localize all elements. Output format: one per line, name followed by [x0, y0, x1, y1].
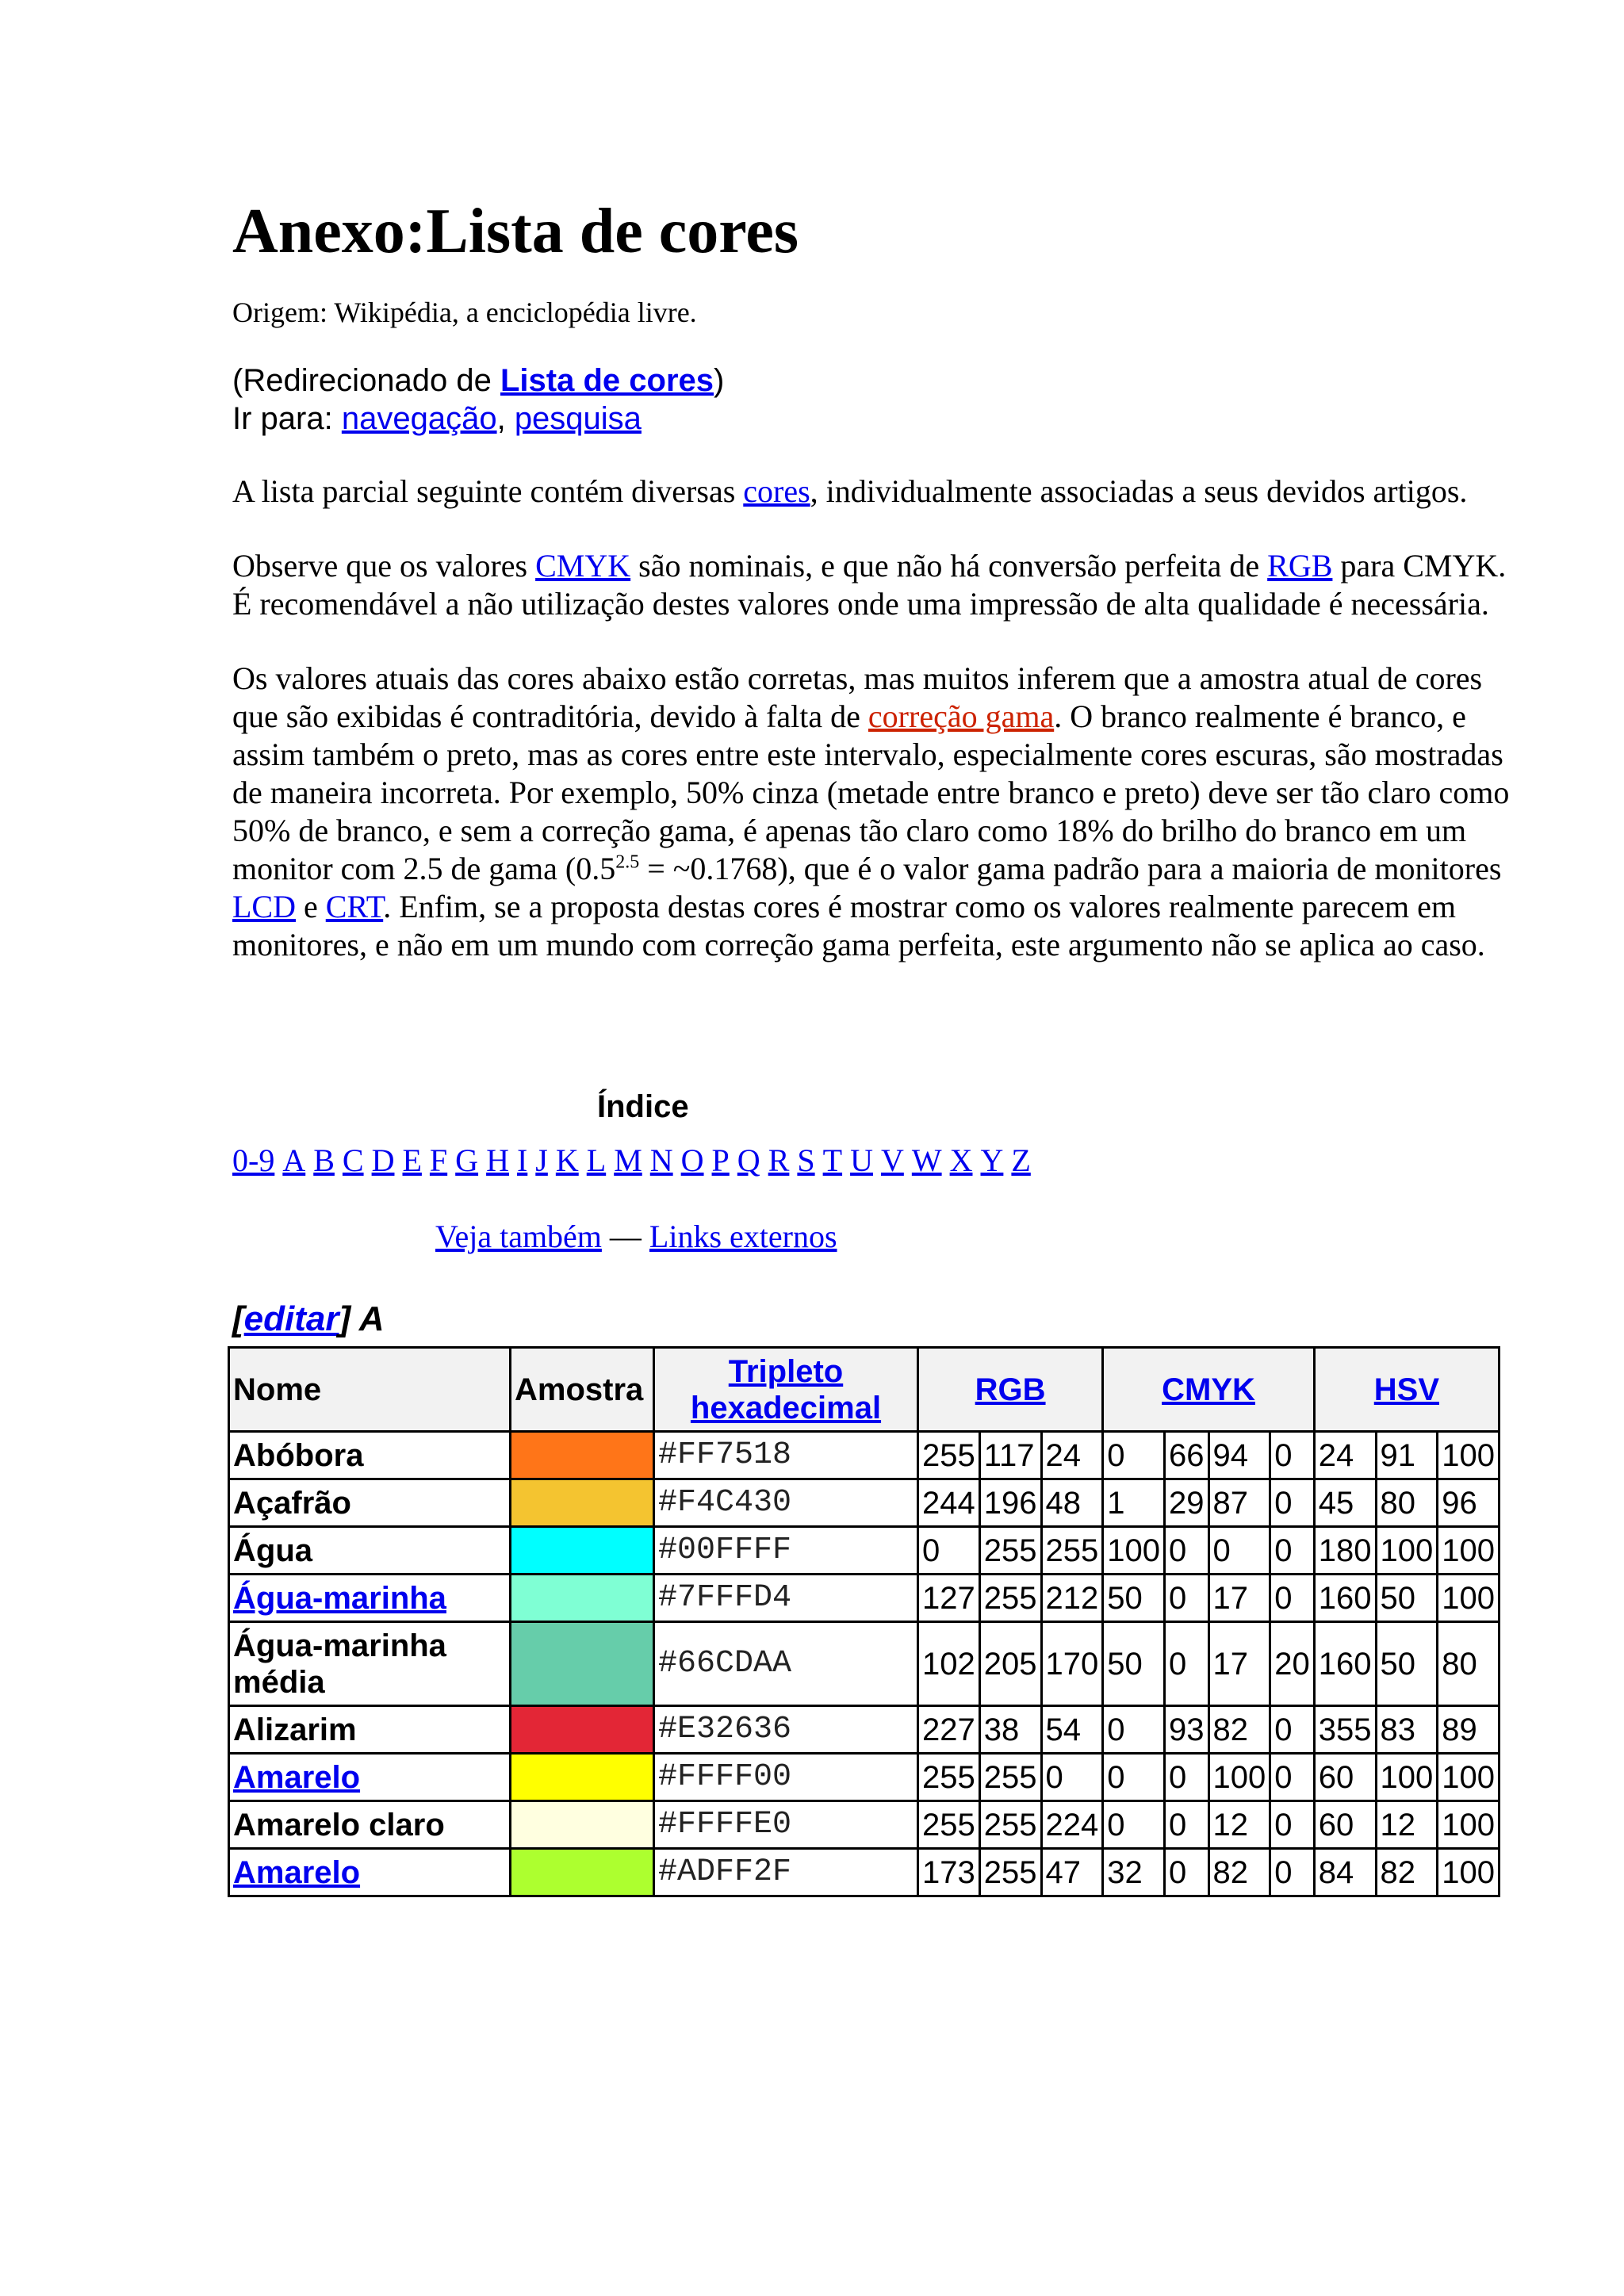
cmyk-value-cell: 93 [1165, 1706, 1209, 1754]
rgb-value-cell: 255 [918, 1754, 980, 1801]
rgb-value-cell: 255 [979, 1575, 1041, 1622]
rgb-value-cell: 170 [1041, 1622, 1103, 1706]
rgb-value-cell: 255 [918, 1432, 980, 1479]
redirect-suffix: ) [714, 363, 725, 398]
hsv-value-cell: 100 [1438, 1527, 1500, 1575]
cmyk-value-cell: 0 [1208, 1527, 1270, 1575]
rgb-value-cell: 47 [1041, 1849, 1103, 1896]
color-name-cell [229, 1754, 511, 1801]
color-swatch-cell [511, 1575, 654, 1622]
external-links-link[interactable]: Links externos [649, 1219, 837, 1254]
cmyk-value-cell: 0 [1165, 1527, 1209, 1575]
cmyk-value-cell: 87 [1208, 1479, 1270, 1527]
cmyk-value-cell: 0 [1270, 1849, 1315, 1896]
rgb-value-cell: 173 [918, 1849, 980, 1896]
hsv-value-cell: 50 [1376, 1622, 1438, 1706]
cmyk-value-cell: 100 [1103, 1527, 1165, 1575]
toc-letter-a[interactable]: A [282, 1142, 306, 1178]
jump-prefix: Ir para: [232, 401, 342, 436]
hsv-value-cell: 83 [1376, 1706, 1438, 1754]
cmyk-value-cell: 0 [1165, 1622, 1209, 1706]
section-letter: A [350, 1299, 385, 1338]
hsv-value-cell: 60 [1314, 1801, 1376, 1849]
toc-letter-e[interactable]: E [402, 1142, 422, 1178]
color-name-cell [229, 1849, 511, 1896]
color-name-cell: Alizarim [229, 1706, 511, 1754]
toc-letter-0-9[interactable]: 0-9 [232, 1142, 275, 1178]
hsv-value-cell: 160 [1314, 1622, 1376, 1706]
hsv-value-cell: 100 [1438, 1849, 1500, 1896]
cmyk-value-cell: 50 [1103, 1622, 1165, 1706]
hsv-value-cell: 160 [1314, 1575, 1376, 1622]
toc-letter-n[interactable]: N [649, 1142, 673, 1178]
article [232, 190, 1533, 1897]
table-row [229, 1432, 1500, 1479]
cmyk-value-cell: 0 [1270, 1801, 1315, 1849]
hsv-value-cell: 50 [1376, 1575, 1438, 1622]
color-swatch-cell [511, 1527, 654, 1575]
toc-letter-h[interactable]: H [486, 1142, 509, 1178]
header-hex [654, 1348, 918, 1432]
cmyk-value-cell: 82 [1208, 1706, 1270, 1754]
cmyk-value-cell: 50 [1103, 1575, 1165, 1622]
rgb-value-cell: 227 [918, 1706, 980, 1754]
jump-navigation-link[interactable]: navegação [341, 401, 497, 436]
hsv-header-link[interactable]: HSV [1373, 1372, 1439, 1407]
color-name-link[interactable]: Amarelo [233, 1759, 361, 1795]
cmyk-value-cell: 66 [1165, 1432, 1209, 1479]
cmyk-value-cell: 0 [1165, 1575, 1209, 1622]
hsv-value-cell: 45 [1314, 1479, 1376, 1527]
toc-letter-p[interactable]: P [711, 1142, 730, 1178]
cmyk-value-cell: 0 [1103, 1432, 1165, 1479]
hsv-value-cell: 96 [1438, 1479, 1500, 1527]
toc-letter-m[interactable]: M [614, 1142, 642, 1178]
hsv-value-cell: 100 [1376, 1754, 1438, 1801]
header-sample: Amostra [511, 1348, 654, 1432]
hex-cell: #ADFF2F [654, 1849, 918, 1896]
text: . O branco realmente é branco, e assim também o preto, mas as cores entre este intervalo, especialmente cores escuras, são mostradas de maneira incorreta. Por exemplo, 50% cinza (metade entre branco e preto) deve ser tão claro como 50% de branco, e sem a correção gama, é apenas tão claro como 18% do brilho do branco em um monitor com 2.5 de gama (0.5 [232, 698, 1510, 886]
hsv-value-cell: 89 [1438, 1706, 1500, 1754]
hsv-value-cell: 100 [1438, 1575, 1500, 1622]
rgb-value-cell: 38 [979, 1706, 1041, 1754]
rgb-value-cell: 255 [979, 1849, 1041, 1896]
toc-letter-r[interactable]: R [768, 1142, 790, 1178]
text: Observe que os valores [232, 548, 536, 584]
hex-cell: #E32636 [654, 1706, 918, 1754]
toc-letter-y[interactable]: Y [980, 1142, 1004, 1178]
hex-cell: #66CDAA [654, 1622, 918, 1706]
hsv-value-cell: 82 [1376, 1849, 1438, 1896]
hsv-value-cell: 100 [1438, 1754, 1500, 1801]
cmyk-paragraph [232, 547, 1533, 623]
color-swatch-cell [511, 1754, 654, 1801]
redirect-note [232, 362, 1533, 438]
gamma-correction-link[interactable]: correção gama [868, 698, 1055, 734]
rgb-value-cell: 127 [918, 1575, 980, 1622]
cores-link[interactable]: cores [743, 473, 810, 509]
color-name-cell: Açafrão [229, 1479, 511, 1527]
text: e [296, 889, 326, 924]
cmyk-value-cell: 0 [1165, 1754, 1209, 1801]
cmyk-value-cell: 0 [1270, 1479, 1315, 1527]
color-table-body [229, 1432, 1500, 1896]
color-name-cell: Água [229, 1527, 511, 1575]
toc-letter-q[interactable]: Q [737, 1142, 760, 1178]
table-row [229, 1575, 1500, 1622]
cmyk-value-cell: 29 [1165, 1479, 1209, 1527]
cmyk-value-cell: 0 [1103, 1754, 1165, 1801]
rgb-value-cell: 255 [979, 1801, 1041, 1849]
exponent: 2.5 [615, 851, 640, 873]
text: , individualmente associadas a seus devidos artigos. [810, 473, 1468, 509]
hsv-value-cell: 80 [1376, 1479, 1438, 1527]
hsv-value-cell: 24 [1314, 1432, 1376, 1479]
section-heading-a [232, 1297, 1533, 1341]
text: . Enfim, se a proposta destas cores é mostrar como os valores realmente parecem em monitores, e não em um mundo com correção gama perfeita, este argumento não se aplica ao caso. [232, 889, 1485, 962]
rgb-value-cell: 205 [979, 1622, 1041, 1706]
rgb-value-cell: 54 [1041, 1706, 1103, 1754]
table-row [229, 1479, 1500, 1527]
header-hsv [1314, 1348, 1499, 1432]
color-name-cell [229, 1575, 511, 1622]
color-name-cell: Água-marinha média [229, 1622, 511, 1706]
rgb-value-cell: 196 [979, 1479, 1041, 1527]
hex-cell: #F4C430 [654, 1479, 918, 1527]
toc-letter-i[interactable]: I [516, 1142, 528, 1178]
rgb-value-cell: 255 [979, 1527, 1041, 1575]
hex-cell: #FFFF00 [654, 1754, 918, 1801]
cmyk-value-cell: 0 [1270, 1754, 1315, 1801]
hsv-value-cell: 12 [1376, 1801, 1438, 1849]
rgb-value-cell: 102 [918, 1622, 980, 1706]
color-swatch-cell [511, 1801, 654, 1849]
color-name-cell: Amarelo claro [229, 1801, 511, 1849]
table-row [229, 1754, 1500, 1801]
intro-paragraph [232, 473, 1533, 511]
toc-letter-o[interactable]: O [680, 1142, 704, 1178]
hsv-value-cell: 91 [1376, 1432, 1438, 1479]
table-row [229, 1622, 1500, 1706]
redirect-link[interactable]: Lista de cores [500, 363, 714, 398]
hsv-value-cell: 100 [1438, 1801, 1500, 1849]
toc-extra-links [435, 1218, 1533, 1256]
toc-letter-k[interactable]: K [555, 1142, 579, 1178]
header-rgb [918, 1348, 1103, 1432]
rgb-value-cell: 255 [1041, 1527, 1103, 1575]
rgb-value-cell: 255 [979, 1754, 1041, 1801]
rgb-value-cell: 0 [1041, 1754, 1103, 1801]
edit-section-link[interactable]: editar [243, 1299, 339, 1338]
cmyk-value-cell: 100 [1208, 1754, 1270, 1801]
header-cmyk [1103, 1348, 1315, 1432]
rgb-value-cell: 244 [918, 1479, 980, 1527]
cmyk-value-cell: 82 [1208, 1849, 1270, 1896]
rgb-value-cell: 224 [1041, 1801, 1103, 1849]
color-swatch-cell [511, 1849, 654, 1896]
hsv-value-cell: 80 [1438, 1622, 1500, 1706]
hex-header-link[interactable]: Tripleto hexadecimal [690, 1353, 882, 1425]
jump-search-link[interactable]: pesquisa [514, 401, 642, 436]
cmyk-value-cell: 1 [1103, 1479, 1165, 1527]
cmyk-value-cell: 0 [1165, 1801, 1209, 1849]
toc-letter-l[interactable]: L [586, 1142, 607, 1178]
toc-letter-w[interactable]: W [911, 1142, 942, 1178]
cmyk-value-cell: 12 [1208, 1801, 1270, 1849]
hsv-value-cell: 84 [1314, 1849, 1376, 1896]
hex-cell: #FFFFE0 [654, 1801, 918, 1849]
toc-letter-d[interactable]: D [371, 1142, 395, 1178]
hex-cell: #FF7518 [654, 1432, 918, 1479]
toc-letter-z[interactable]: Z [1011, 1142, 1031, 1178]
cmyk-value-cell: 0 [1103, 1706, 1165, 1754]
color-table [228, 1346, 1500, 1897]
cmyk-value-cell: 0 [1270, 1575, 1315, 1622]
lcd-link[interactable]: LCD [232, 889, 296, 924]
hsv-value-cell: 100 [1438, 1432, 1500, 1479]
text: A lista parcial seguinte contém diversas [232, 473, 744, 509]
rgb-value-cell: 212 [1041, 1575, 1103, 1622]
cmyk-value-cell: 0 [1270, 1706, 1315, 1754]
text: para CMYK. É recomendável a não utilização destes valores onde uma impressão de alta qualidade é necessária. [232, 548, 1507, 622]
rgb-value-cell: 255 [918, 1801, 980, 1849]
hsv-value-cell: 100 [1376, 1527, 1438, 1575]
rgb-header-link[interactable]: RGB [975, 1372, 1046, 1407]
rgb-link[interactable]: RGB [1267, 548, 1333, 584]
color-name-link[interactable]: Amarelo [233, 1854, 361, 1890]
hex-cell: #00FFFF [654, 1527, 918, 1575]
bracket: ] [339, 1299, 351, 1338]
color-name-cell: Abóbora [229, 1432, 511, 1479]
table-row [229, 1706, 1500, 1754]
redirect-prefix: (Redirecionado de [232, 363, 500, 398]
toc-letter-s[interactable]: S [797, 1142, 815, 1178]
cmyk-link[interactable]: CMYK [535, 548, 631, 584]
rgb-value-cell: 48 [1041, 1479, 1103, 1527]
rgb-value-cell: 24 [1041, 1432, 1103, 1479]
bracket: [ [232, 1299, 244, 1338]
toc-letter-index [232, 1142, 1533, 1180]
see-also-link[interactable]: Veja também [435, 1219, 602, 1254]
color-swatch-cell [511, 1706, 654, 1754]
crt-link[interactable]: CRT [325, 889, 384, 924]
table-row [229, 1849, 1500, 1896]
toc-letter-t[interactable]: T [822, 1142, 843, 1178]
toc-letter-v[interactable]: V [880, 1142, 904, 1178]
hex-cell: #7FFFD4 [654, 1575, 918, 1622]
toc-letter-u[interactable]: U [850, 1142, 873, 1178]
cmyk-value-cell: 17 [1208, 1622, 1270, 1706]
rgb-value-cell: 117 [979, 1432, 1041, 1479]
cmyk-value-cell: 0 [1270, 1527, 1315, 1575]
cmyk-value-cell: 0 [1103, 1801, 1165, 1849]
table-row [229, 1801, 1500, 1849]
text: = ~0.1768), que é o valor gama padrão para a maioria de monitores [639, 851, 1502, 886]
toc-letter-g[interactable]: G [455, 1142, 479, 1178]
toc-letter-b[interactable]: B [313, 1142, 335, 1178]
color-name-link[interactable]: Água-marinha [233, 1580, 446, 1616]
cmyk-value-cell: 20 [1270, 1622, 1315, 1706]
text: são nominais, e que não há conversão perfeita de [630, 548, 1268, 584]
cmyk-value-cell: 0 [1270, 1432, 1315, 1479]
text: Os valores atuais das cores abaixo estão corretas, mas muitos inferem que a amostra atual de cores que são exibidas é contraditória, devido à falta de [232, 660, 1483, 734]
gamma-paragraph [232, 660, 1533, 964]
toc-title: Índice [597, 1089, 689, 1124]
hsv-value-cell: 60 [1314, 1754, 1376, 1801]
cmyk-value-cell: 0 [1165, 1849, 1209, 1896]
jump-separator: , [496, 401, 515, 436]
toc-letter-f[interactable]: F [429, 1142, 448, 1178]
cmyk-value-cell: 32 [1103, 1849, 1165, 1896]
cmyk-value-cell: 94 [1208, 1432, 1270, 1479]
toc-letter-c[interactable]: C [342, 1142, 364, 1178]
table-row [229, 1527, 1500, 1575]
header-name: Nome [229, 1348, 511, 1432]
color-swatch-cell [511, 1432, 654, 1479]
cmyk-header-link[interactable]: CMYK [1162, 1372, 1255, 1407]
origin-note: Origem: Wikipédia, a enciclopédia livre. [232, 297, 697, 328]
color-swatch-cell [511, 1479, 654, 1527]
toc-letter-x[interactable]: X [949, 1142, 973, 1178]
color-swatch-cell [511, 1622, 654, 1706]
cmyk-value-cell: 17 [1208, 1575, 1270, 1622]
hsv-value-cell: 355 [1314, 1706, 1376, 1754]
rgb-value-cell: 0 [918, 1527, 980, 1575]
page-title: Anexo:Lista de cores [232, 197, 799, 266]
hsv-value-cell: 180 [1314, 1527, 1376, 1575]
toc-letter-j[interactable]: J [535, 1142, 548, 1178]
dash: — [601, 1219, 649, 1254]
